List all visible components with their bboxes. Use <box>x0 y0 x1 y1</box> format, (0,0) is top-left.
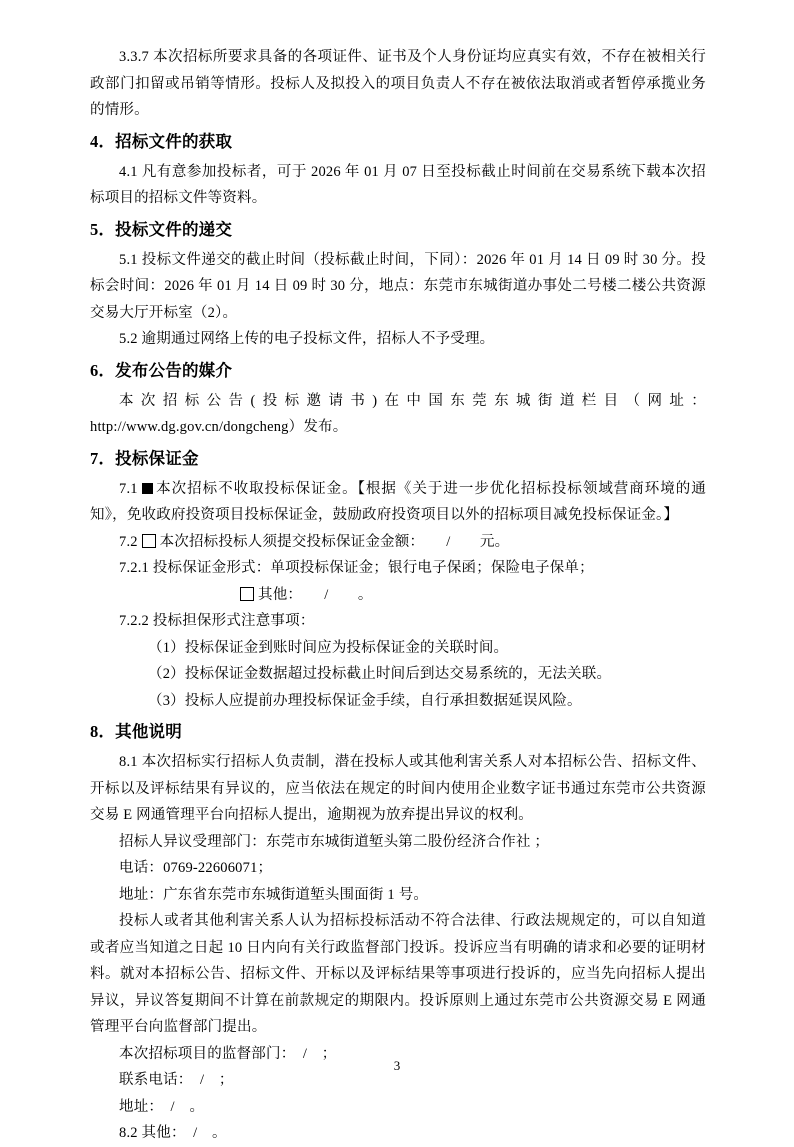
para-7-1-text: 本次招标不收取投标保证金。【根据《关于进一步优化招标投标领域营商环境的通知》，免收政府投资项目投标保证金，鼓励政府投资项目以外的招标项目减免投标保证金。】 <box>90 480 706 523</box>
checkbox-unchecked-icon <box>142 534 156 548</box>
para-4-1: 4.1 凡有意参加投标者，可于 2026 年 01 月 07 日至投标截止时间前在交易系统下载本次招标项目的招标文件等资料。 <box>90 163 706 206</box>
para-8-1-telephone: 电话：0769-22606071； <box>119 860 273 876</box>
para-6-announcement: 本次招标公告(投标邀请书)在中国东莞东城街道栏目（网址：http://www.dg.gov.cn/dongcheng）发布。 <box>90 392 706 435</box>
heading-section-4: 4．招标文件的获取 <box>90 131 233 151</box>
para-8-1-supervisor-dept: 本次招标项目的监督部门： / ； <box>119 1045 337 1062</box>
heading-section-5: 5．投标文件的递交 <box>90 219 233 239</box>
para-8-1-contact-phone: 联系电话： / ； <box>119 1072 234 1088</box>
heading-section-6: 6．发布公告的媒介 <box>90 360 233 380</box>
para-7-2-text: 本次招标投标人须提交投标保证金金额： / 元。 <box>159 533 510 550</box>
para-8-1: 8.1 本次招标实行招标人负责制，潜在投标人或其他利害关系人对本招标公告、招标文件、开标以及评标结果有异议的，应当依法在规定的时间内使用企业数字证书通过东莞市公共资源交易 E 网通管理平台向招标人提出，逾期视为放弃提出异议的权利。 <box>90 754 706 823</box>
para-5-1: 5.1 投标文件递交的截止时间（投标截止时间，下同）：2026 年 01 月 14 日 09 时 30 分。投标会时间：2026 年 01 月 14 日 09 时 30 分，地点：东莞市东城街道办事处二号楼二楼公共资源交易大厅开标室（2）。 <box>90 251 706 321</box>
para-7-2-number: 7.2 <box>119 533 142 550</box>
para-8-2-other: 8.2 其他： / 。 <box>119 1125 227 1141</box>
para-8-1-supervisor-address: 地址： / 。 <box>119 1098 205 1115</box>
para-7-2-1-other <box>90 582 706 609</box>
para-8-1-dispute-dept: 招标人异议受理部门：东莞市东城街道堑头第二股份经济合作社 ； <box>119 833 550 850</box>
para-7-1 <box>90 476 706 529</box>
para-8-1-complaint: 投标人或者其他利害关系人认为招标投标活动不符合法律、行政法规规定的，可以自知道或者应当知道之日起 10 日内向有关行政监督部门投诉。投诉应当有明确的请求和必要的证明材料。就对本招标公告、招标文件、开标以及评标结果等事项进行投诉的，应当先向招标人提出异议，异议答复期间不计算在前款规定的期限内。投诉原则上通过东莞市公共资源交易 E 网通管理平台向监督部门提出。 <box>90 913 706 1035</box>
para-7-2-2-item-3: （3）投标人应提前办理投标保证金手续，自行承担数据延误风险。 <box>148 692 582 709</box>
checkbox-checked-icon <box>142 483 153 494</box>
checkbox-unchecked-other-icon <box>240 587 254 601</box>
para-7-2-2-item-1: （1）投标保证金到账时间应为投标保证金的关联时间。 <box>148 639 509 656</box>
para-3-3-7: 3.3.7 本次招标所要求具备的各项证件、证书及个人身份证均应真实有效，不存在被相关行政部门扣留或吊销等情形。投标人及拟投入的项目负责人不存在被依法取消或者暂停承揽业务的情形。 <box>90 49 706 118</box>
document-content <box>90 44 706 1147</box>
para-7-2-1: 7.2.1 投标保证金形式：单项投标保证金；银行电子保函；保险电子保单； <box>119 560 594 576</box>
para-7-2-1-other-text: 其他： / 。 <box>258 586 373 603</box>
para-7-2-2-item-2: （2）投标保证金数据超过投标截止时间后到达交易系统的，无法关联。 <box>148 666 612 682</box>
heading-section-7: 7．投标保证金 <box>90 448 199 468</box>
para-7-2-2: 7.2.2 投标担保形式注意事项： <box>119 613 315 629</box>
heading-section-8: 8．其他说明 <box>90 722 182 741</box>
para-7-2 <box>90 529 706 556</box>
page-number: 3 <box>393 1058 401 1073</box>
para-8-1-address: 地址：广东省东莞市东城街道堑头围面街 1 号。 <box>119 886 429 903</box>
para-5-2: 5.2 逾期通过网络上传的电子投标文件，招标人不予受理。 <box>119 331 495 347</box>
para-7-1-number: 7.1 <box>119 480 143 497</box>
